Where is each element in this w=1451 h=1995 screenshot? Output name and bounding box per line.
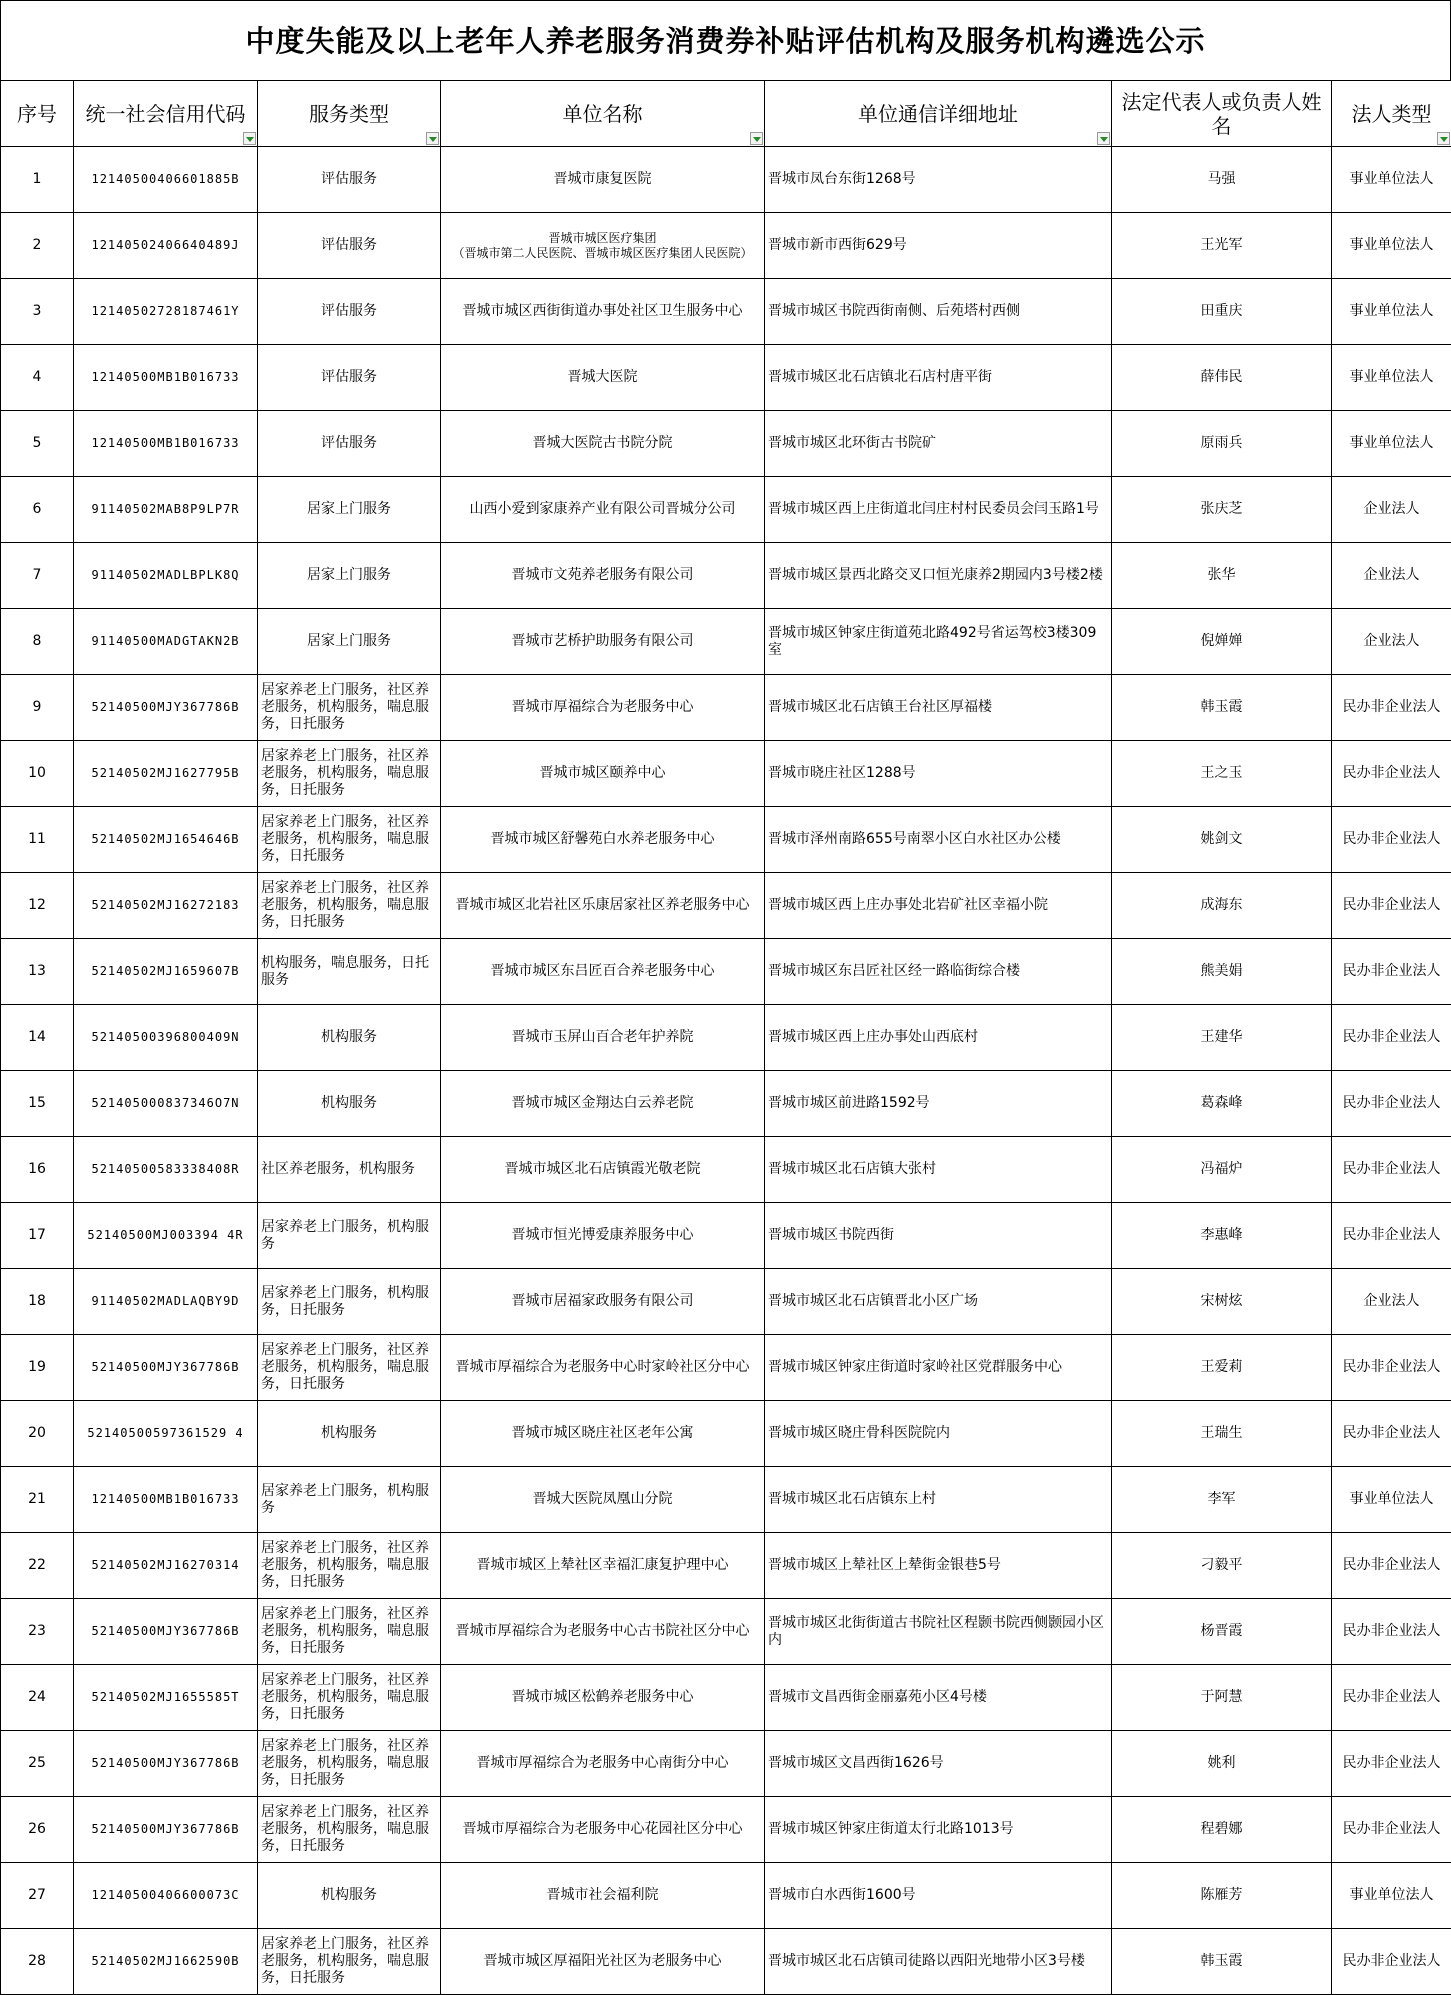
filter-dropdown-icon[interactable] bbox=[1437, 132, 1450, 145]
cell-address[interactable]: 晋城市城区前进路1592号 bbox=[765, 1071, 1112, 1137]
filter-dropdown-icon[interactable] bbox=[750, 132, 763, 145]
cell-credit-code[interactable]: 12140502406640489J bbox=[74, 213, 258, 279]
cell-legal-type[interactable]: 民办非企业法人 bbox=[1332, 807, 1451, 873]
cell-service-type[interactable]: 居家上门服务 bbox=[258, 543, 441, 609]
cell-legal-type[interactable]: 民办非企业法人 bbox=[1332, 741, 1451, 807]
table-row bbox=[1, 411, 1451, 477]
cell-index[interactable]: 4 bbox=[1, 345, 74, 411]
table-row bbox=[1, 1071, 1451, 1137]
cell-representative[interactable]: 宋树炫 bbox=[1112, 1269, 1332, 1335]
cell-service-type[interactable]: 居家养老上门服务，社区养老服务，机构服务，喘息服务，日托服务 bbox=[258, 873, 441, 939]
cell-service-type[interactable]: 居家养老上门服务，社区养老服务，机构服务，喘息服务，日托服务 bbox=[258, 741, 441, 807]
cell-index[interactable]: 14 bbox=[1, 1005, 74, 1071]
cell-service-type[interactable]: 机构服务，喘息服务，日托服务 bbox=[258, 939, 441, 1005]
cell-legal-type[interactable]: 民办非企业法人 bbox=[1332, 1797, 1451, 1863]
cell-service-type[interactable]: 居家养老上门服务，机构服务 bbox=[258, 1203, 441, 1269]
cell-unit-name[interactable]: 晋城市厚福综合为老服务中心南街分中心 bbox=[441, 1731, 765, 1797]
cell-credit-code[interactable]: 91140500MADGTAKN2B bbox=[74, 609, 258, 675]
cell-unit-name[interactable]: 晋城市城区松鹤养老服务中心 bbox=[441, 1665, 765, 1731]
cell-index[interactable]: 10 bbox=[1, 741, 74, 807]
table-row bbox=[1, 1203, 1451, 1269]
cell-unit-name[interactable]: 山西小爱到家康养产业有限公司晋城分公司 bbox=[441, 477, 765, 543]
cell-address[interactable]: 晋城市白水西街1600号 bbox=[765, 1863, 1112, 1929]
cell-legal-type[interactable]: 民办非企业法人 bbox=[1332, 1137, 1451, 1203]
cell-credit-code[interactable]: 52140500MJY367786B bbox=[74, 1731, 258, 1797]
cell-representative[interactable]: 于阿慧 bbox=[1112, 1665, 1332, 1731]
cell-address[interactable]: 晋城市城区书院西街南侧、后苑塔村西侧 bbox=[765, 279, 1112, 345]
table-row bbox=[1, 477, 1451, 543]
cell-credit-code[interactable]: 12140500MB1B016733 bbox=[74, 411, 258, 477]
cell-index[interactable]: 16 bbox=[1, 1137, 74, 1203]
header-legal-type: 法人类型 bbox=[1332, 81, 1451, 147]
cell-credit-code[interactable]: 52140500396800409N bbox=[74, 1005, 258, 1071]
cell-unit-name[interactable]: 晋城市厚福综合为老服务中心古书院社区分中心 bbox=[441, 1599, 765, 1665]
cell-service-type[interactable]: 居家养老上门服务，社区养老服务，机构服务，喘息服务，日托服务 bbox=[258, 1929, 441, 1995]
table-row bbox=[1, 609, 1451, 675]
cell-index[interactable]: 9 bbox=[1, 675, 74, 741]
cell-address[interactable]: 晋城市城区西上庄办事处北岩矿社区幸福小院 bbox=[765, 873, 1112, 939]
cell-index[interactable]: 25 bbox=[1, 1731, 74, 1797]
cell-legal-type[interactable]: 事业单位法人 bbox=[1332, 1467, 1451, 1533]
table-row bbox=[1, 873, 1451, 939]
cell-unit-name[interactable]: 晋城市恒光博爱康养服务中心 bbox=[441, 1203, 765, 1269]
cell-legal-type[interactable]: 民办非企业法人 bbox=[1332, 1731, 1451, 1797]
cell-representative[interactable]: 陈雁芳 bbox=[1112, 1863, 1332, 1929]
cell-address[interactable]: 晋城市城区北石店镇司徒路以西阳光地带小区3号楼 bbox=[765, 1929, 1112, 1995]
cell-index[interactable]: 28 bbox=[1, 1929, 74, 1995]
cell-address[interactable]: 晋城市城区钟家庄街道太行北路1013号 bbox=[765, 1797, 1112, 1863]
cell-index[interactable]: 11 bbox=[1, 807, 74, 873]
cell-legal-type[interactable]: 事业单位法人 bbox=[1332, 213, 1451, 279]
cell-index[interactable]: 6 bbox=[1, 477, 74, 543]
cell-service-type[interactable]: 机构服务 bbox=[258, 1005, 441, 1071]
cell-legal-type[interactable]: 民办非企业法人 bbox=[1332, 1929, 1451, 1995]
cell-representative[interactable]: 程碧娜 bbox=[1112, 1797, 1332, 1863]
cell-representative[interactable]: 冯福炉 bbox=[1112, 1137, 1332, 1203]
cell-representative[interactable]: 姚剑文 bbox=[1112, 807, 1332, 873]
table-row bbox=[1, 543, 1451, 609]
cell-address[interactable]: 晋城市城区北石店镇大张村 bbox=[765, 1137, 1112, 1203]
cell-unit-name[interactable]: 晋城市艺桥护助服务有限公司 bbox=[441, 609, 765, 675]
cell-unit-name[interactable]: 晋城市城区晓庄社区老年公寓 bbox=[441, 1401, 765, 1467]
table-row bbox=[1, 1731, 1451, 1797]
cell-representative[interactable]: 原雨兵 bbox=[1112, 411, 1332, 477]
cell-service-type[interactable]: 机构服务 bbox=[258, 1071, 441, 1137]
cell-credit-code[interactable]: 91140502MAB8P9LP7R bbox=[74, 477, 258, 543]
cell-representative[interactable]: 王瑞生 bbox=[1112, 1401, 1332, 1467]
cell-address[interactable]: 晋城市凤台东街1268号 bbox=[765, 147, 1112, 213]
cell-service-type[interactable]: 居家养老上门服务，社区养老服务，机构服务，喘息服务，日托服务 bbox=[258, 1665, 441, 1731]
cell-credit-code[interactable]: 52140500MJY367786B bbox=[74, 1599, 258, 1665]
cell-index[interactable]: 19 bbox=[1, 1335, 74, 1401]
cell-address[interactable]: 晋城市城区书院西街 bbox=[765, 1203, 1112, 1269]
table-row bbox=[1, 807, 1451, 873]
header-representative: 法定代表人或负责人姓名 bbox=[1112, 81, 1332, 147]
cell-address[interactable]: 晋城市城区北石店镇北石店村唐平街 bbox=[765, 345, 1112, 411]
cell-service-type[interactable]: 评估服务 bbox=[258, 279, 441, 345]
cell-service-type[interactable]: 居家养老上门服务，机构服务，日托服务 bbox=[258, 1269, 441, 1335]
header-row bbox=[1, 81, 1451, 147]
cell-service-type[interactable]: 居家上门服务 bbox=[258, 477, 441, 543]
table-row bbox=[1, 1797, 1451, 1863]
cell-service-type[interactable]: 居家养老上门服务，机构服务 bbox=[258, 1467, 441, 1533]
cell-unit-name[interactable]: 晋城大医院古书院分院 bbox=[441, 411, 765, 477]
cell-index[interactable]: 1 bbox=[1, 147, 74, 213]
cell-representative[interactable]: 韩玉霞 bbox=[1112, 1929, 1332, 1995]
cell-credit-code[interactable]: 12140502728187461Y bbox=[74, 279, 258, 345]
cell-index[interactable]: 15 bbox=[1, 1071, 74, 1137]
header-index: 序号 bbox=[1, 81, 74, 147]
cell-address[interactable]: 晋城市城区东吕匠社区经一路临街综合楼 bbox=[765, 939, 1112, 1005]
cell-index[interactable]: 24 bbox=[1, 1665, 74, 1731]
cell-legal-type[interactable]: 事业单位法人 bbox=[1332, 411, 1451, 477]
table-row bbox=[1, 1599, 1451, 1665]
cell-representative[interactable]: 王之玉 bbox=[1112, 741, 1332, 807]
cell-representative[interactable]: 李军 bbox=[1112, 1467, 1332, 1533]
cell-credit-code[interactable]: 52140500MJ003394 4R bbox=[74, 1203, 258, 1269]
cell-service-type[interactable]: 评估服务 bbox=[258, 147, 441, 213]
cell-service-type[interactable]: 居家养老上门服务，社区养老服务，机构服务，喘息服务，日托服务 bbox=[258, 675, 441, 741]
cell-representative[interactable]: 葛森峰 bbox=[1112, 1071, 1332, 1137]
cell-credit-code[interactable]: 52140500MJY367786B bbox=[74, 675, 258, 741]
cell-legal-type[interactable]: 企业法人 bbox=[1332, 1269, 1451, 1335]
cell-credit-code[interactable]: 52140500597361529 4 bbox=[74, 1401, 258, 1467]
table-row bbox=[1, 1929, 1451, 1995]
cell-legal-type[interactable]: 企业法人 bbox=[1332, 477, 1451, 543]
table-row bbox=[1, 1269, 1451, 1335]
cell-index[interactable]: 13 bbox=[1, 939, 74, 1005]
table-row bbox=[1, 1467, 1451, 1533]
cell-index[interactable]: 5 bbox=[1, 411, 74, 477]
table-row bbox=[1, 1335, 1451, 1401]
cell-unit-name[interactable]: 晋城市厚福综合为老服务中心花园社区分中心 bbox=[441, 1797, 765, 1863]
cell-unit-name[interactable]: 晋城市康复医院 bbox=[441, 147, 765, 213]
cell-unit-name[interactable]: 晋城市城区金翔达白云养老院 bbox=[441, 1071, 765, 1137]
cell-legal-type[interactable]: 民办非企业法人 bbox=[1332, 1203, 1451, 1269]
cell-legal-type[interactable]: 民办非企业法人 bbox=[1332, 873, 1451, 939]
table-row bbox=[1, 147, 1451, 213]
table-row bbox=[1, 1137, 1451, 1203]
cell-unit-name[interactable]: 晋城市玉屏山百合老年护养院 bbox=[441, 1005, 765, 1071]
cell-index[interactable]: 18 bbox=[1, 1269, 74, 1335]
table-row bbox=[1, 279, 1451, 345]
cell-representative[interactable]: 成海东 bbox=[1112, 873, 1332, 939]
cell-legal-type[interactable]: 企业法人 bbox=[1332, 609, 1451, 675]
filter-dropdown-icon[interactable] bbox=[426, 132, 439, 145]
cell-address[interactable]: 晋城市城区北街街道古书院社区程颢书院西侧颢园小区内 bbox=[765, 1599, 1112, 1665]
cell-credit-code[interactable]: 521405000837346O7N bbox=[74, 1071, 258, 1137]
cell-service-type[interactable]: 评估服务 bbox=[258, 345, 441, 411]
cell-service-type[interactable]: 社区养老服务，机构服务 bbox=[258, 1137, 441, 1203]
cell-representative[interactable]: 张华 bbox=[1112, 543, 1332, 609]
cell-unit-name[interactable]: 晋城市城区北石店镇霞光敬老院 bbox=[441, 1137, 765, 1203]
cell-index[interactable]: 22 bbox=[1, 1533, 74, 1599]
cell-unit-name[interactable]: 晋城市居福家政服务有限公司 bbox=[441, 1269, 765, 1335]
cell-address[interactable]: 晋城市城区上辇社区上辇街金银巷5号 bbox=[765, 1533, 1112, 1599]
cell-address[interactable]: 晋城市城区北石店镇晋北小区广场 bbox=[765, 1269, 1112, 1335]
header-address: 单位通信详细地址 bbox=[765, 81, 1112, 147]
cell-credit-code[interactable]: 52140502MJ1654646B bbox=[74, 807, 258, 873]
cell-legal-type[interactable]: 事业单位法人 bbox=[1332, 147, 1451, 213]
cell-representative[interactable]: 倪婵婵 bbox=[1112, 609, 1332, 675]
table-row bbox=[1, 345, 1451, 411]
cell-representative[interactable]: 薛伟民 bbox=[1112, 345, 1332, 411]
cell-address[interactable]: 晋城市城区景西北路交叉口恒光康养2期园内3号楼2楼 bbox=[765, 543, 1112, 609]
cell-address[interactable]: 晋城市城区钟家庄街道苑北路492号省运驾校3楼309室 bbox=[765, 609, 1112, 675]
filter-dropdown-icon[interactable] bbox=[243, 132, 256, 145]
cell-credit-code[interactable]: 52140502MJ1662590B bbox=[74, 1929, 258, 1995]
table-row bbox=[1, 741, 1451, 807]
cell-credit-code[interactable]: 91140502MADLAQBY9D bbox=[74, 1269, 258, 1335]
cell-service-type[interactable]: 居家养老上门服务，社区养老服务，机构服务，喘息服务，日托服务 bbox=[258, 1533, 441, 1599]
cell-legal-type[interactable]: 民办非企业法人 bbox=[1332, 675, 1451, 741]
cell-address[interactable]: 晋城市文昌西街金丽嘉苑小区4号楼 bbox=[765, 1665, 1112, 1731]
cell-address[interactable]: 晋城市城区文昌西街1626号 bbox=[765, 1731, 1112, 1797]
cell-address[interactable]: 晋城市城区北环街古书院矿 bbox=[765, 411, 1112, 477]
cell-unit-name[interactable]: 晋城市城区上辇社区幸福汇康复护理中心 bbox=[441, 1533, 765, 1599]
cell-service-type[interactable]: 居家养老上门服务，社区养老服务，机构服务，喘息服务，日托服务 bbox=[258, 1599, 441, 1665]
cell-unit-name[interactable]: 晋城大医院凤凰山分院 bbox=[441, 1467, 765, 1533]
cell-unit-name[interactable]: 晋城市文苑养老服务有限公司 bbox=[441, 543, 765, 609]
cell-unit-name[interactable]: 晋城市社会福利院 bbox=[441, 1863, 765, 1929]
cell-legal-type[interactable]: 民办非企业法人 bbox=[1332, 1665, 1451, 1731]
cell-credit-code[interactable]: 12140500MB1B016733 bbox=[74, 1467, 258, 1533]
cell-representative[interactable]: 马强 bbox=[1112, 147, 1332, 213]
cell-credit-code[interactable]: 91140502MADLBPLK8Q bbox=[74, 543, 258, 609]
cell-representative[interactable]: 李惠峰 bbox=[1112, 1203, 1332, 1269]
filter-dropdown-icon[interactable] bbox=[1097, 132, 1110, 145]
table-row bbox=[1, 213, 1451, 279]
cell-legal-type[interactable]: 民办非企业法人 bbox=[1332, 1335, 1451, 1401]
cell-service-type[interactable]: 机构服务 bbox=[258, 1401, 441, 1467]
cell-legal-type[interactable]: 民办非企业法人 bbox=[1332, 1005, 1451, 1071]
institution-table bbox=[0, 80, 1451, 1995]
table-row bbox=[1, 675, 1451, 741]
cell-unit-name[interactable]: 晋城市厚福综合为老服务中心 bbox=[441, 675, 765, 741]
cell-credit-code[interactable]: 52140502MJ16272183 bbox=[74, 873, 258, 939]
cell-representative[interactable]: 杨晋霞 bbox=[1112, 1599, 1332, 1665]
cell-representative[interactable]: 王爱莉 bbox=[1112, 1335, 1332, 1401]
cell-address[interactable]: 晋城市新市西街629号 bbox=[765, 213, 1112, 279]
cell-representative[interactable]: 刁毅平 bbox=[1112, 1533, 1332, 1599]
cell-legal-type[interactable]: 民办非企业法人 bbox=[1332, 1401, 1451, 1467]
cell-unit-name[interactable]: 晋城市城区厚福阳光社区为老服务中心 bbox=[441, 1929, 765, 1995]
cell-index[interactable]: 3 bbox=[1, 279, 74, 345]
cell-legal-type[interactable]: 民办非企业法人 bbox=[1332, 939, 1451, 1005]
page-title: 中度失能及以上老年人养老服务消费券补贴评估机构及服务机构遴选公示 bbox=[0, 0, 1451, 80]
cell-legal-type[interactable]: 事业单位法人 bbox=[1332, 345, 1451, 411]
cell-credit-code[interactable]: 12140500406600073C bbox=[74, 1863, 258, 1929]
cell-service-type[interactable]: 居家养老上门服务，社区养老服务，机构服务，喘息服务，日托服务 bbox=[258, 807, 441, 873]
cell-index[interactable]: 7 bbox=[1, 543, 74, 609]
cell-service-type[interactable]: 居家养老上门服务，社区养老服务，机构服务，喘息服务，日托服务 bbox=[258, 1797, 441, 1863]
cell-credit-code[interactable]: 12140500MB1B016733 bbox=[74, 345, 258, 411]
cell-address[interactable]: 晋城市晓庄社区1288号 bbox=[765, 741, 1112, 807]
cell-address[interactable]: 晋城市城区西上庄街道北闫庄村村民委员会闫玉路1号 bbox=[765, 477, 1112, 543]
cell-credit-code[interactable]: 52140502MJ1655585T bbox=[74, 1665, 258, 1731]
cell-legal-type[interactable]: 民办非企业法人 bbox=[1332, 1071, 1451, 1137]
header-unit-name: 单位名称 bbox=[441, 81, 765, 147]
cell-address[interactable]: 晋城市城区北石店镇王台社区厚福楼 bbox=[765, 675, 1112, 741]
cell-address[interactable]: 晋城市城区钟家庄街道时家岭社区党群服务中心 bbox=[765, 1335, 1112, 1401]
cell-credit-code[interactable]: 52140500583338408R bbox=[74, 1137, 258, 1203]
table-row bbox=[1, 1665, 1451, 1731]
cell-index[interactable]: 23 bbox=[1, 1599, 74, 1665]
cell-unit-name[interactable]: 晋城市城区东吕匠百合养老服务中心 bbox=[441, 939, 765, 1005]
cell-representative[interactable]: 韩玉霞 bbox=[1112, 675, 1332, 741]
cell-index[interactable]: 2 bbox=[1, 213, 74, 279]
cell-unit-name[interactable]: 晋城市城区医疗集团 （晋城市第二人民医院、晋城市城区医疗集团人民医院） bbox=[441, 213, 765, 279]
cell-credit-code[interactable]: 52140500MJY367786B bbox=[74, 1797, 258, 1863]
table-row bbox=[1, 1005, 1451, 1071]
cell-index[interactable]: 21 bbox=[1, 1467, 74, 1533]
cell-index[interactable]: 20 bbox=[1, 1401, 74, 1467]
header-service-type: 服务类型 bbox=[258, 81, 441, 147]
cell-representative[interactable]: 王光军 bbox=[1112, 213, 1332, 279]
cell-service-type[interactable]: 机构服务 bbox=[258, 1863, 441, 1929]
cell-address[interactable]: 晋城市城区西上庄办事处山西底村 bbox=[765, 1005, 1112, 1071]
cell-index[interactable]: 26 bbox=[1, 1797, 74, 1863]
cell-representative[interactable]: 田重庆 bbox=[1112, 279, 1332, 345]
cell-index[interactable]: 17 bbox=[1, 1203, 74, 1269]
table-row bbox=[1, 939, 1451, 1005]
cell-legal-type[interactable]: 事业单位法人 bbox=[1332, 1863, 1451, 1929]
cell-legal-type[interactable]: 民办非企业法人 bbox=[1332, 1599, 1451, 1665]
cell-credit-code[interactable]: 52140502MJ1659607B bbox=[74, 939, 258, 1005]
cell-index[interactable]: 12 bbox=[1, 873, 74, 939]
cell-unit-name[interactable]: 晋城市城区舒馨苑白水养老服务中心 bbox=[441, 807, 765, 873]
cell-service-type[interactable]: 居家上门服务 bbox=[258, 609, 441, 675]
cell-unit-name[interactable]: 晋城大医院 bbox=[441, 345, 765, 411]
cell-index[interactable]: 8 bbox=[1, 609, 74, 675]
table-row bbox=[1, 1863, 1451, 1929]
cell-address[interactable]: 晋城市泽州南路655号南翠小区白水社区办公楼 bbox=[765, 807, 1112, 873]
cell-address[interactable]: 晋城市城区北石店镇东上村 bbox=[765, 1467, 1112, 1533]
header-code: 统一社会信用代码 bbox=[74, 81, 258, 147]
cell-service-type[interactable]: 居家养老上门服务，社区养老服务，机构服务，喘息服务，日托服务 bbox=[258, 1731, 441, 1797]
cell-service-type[interactable]: 评估服务 bbox=[258, 411, 441, 477]
cell-service-type[interactable]: 居家养老上门服务，社区养老服务，机构服务，喘息服务，日托服务 bbox=[258, 1335, 441, 1401]
cell-service-type[interactable]: 评估服务 bbox=[258, 213, 441, 279]
cell-address[interactable]: 晋城市城区晓庄骨科医院院内 bbox=[765, 1401, 1112, 1467]
cell-representative[interactable]: 熊美娟 bbox=[1112, 939, 1332, 1005]
cell-credit-code[interactable]: 52140500MJY367786B bbox=[74, 1335, 258, 1401]
cell-credit-code[interactable]: 52140502MJ16270314 bbox=[74, 1533, 258, 1599]
table-row bbox=[1, 1533, 1451, 1599]
cell-credit-code[interactable]: 52140502MJ1627795B bbox=[74, 741, 258, 807]
cell-unit-name[interactable]: 晋城市城区西街街道办事处社区卫生服务中心 bbox=[441, 279, 765, 345]
cell-credit-code[interactable]: 12140500406601885B bbox=[74, 147, 258, 213]
cell-representative[interactable]: 王建华 bbox=[1112, 1005, 1332, 1071]
cell-index[interactable]: 27 bbox=[1, 1863, 74, 1929]
cell-unit-name[interactable]: 晋城市城区北岩社区乐康居家社区养老服务中心 bbox=[441, 873, 765, 939]
cell-unit-name[interactable]: 晋城市厚福综合为老服务中心时家岭社区分中心 bbox=[441, 1335, 765, 1401]
table-row bbox=[1, 1401, 1451, 1467]
cell-representative[interactable]: 姚利 bbox=[1112, 1731, 1332, 1797]
cell-legal-type[interactable]: 企业法人 bbox=[1332, 543, 1451, 609]
cell-unit-name[interactable]: 晋城市城区颐养中心 bbox=[441, 741, 765, 807]
cell-legal-type[interactable]: 民办非企业法人 bbox=[1332, 1533, 1451, 1599]
cell-representative[interactable]: 张庆芝 bbox=[1112, 477, 1332, 543]
cell-legal-type[interactable]: 事业单位法人 bbox=[1332, 279, 1451, 345]
